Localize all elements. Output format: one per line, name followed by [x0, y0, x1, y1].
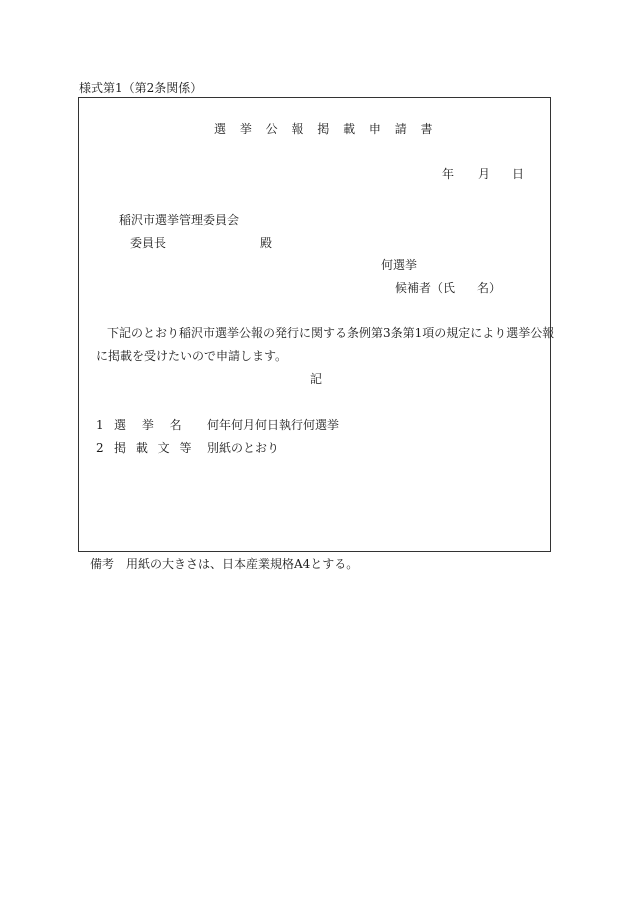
body-text-line-1: 下記のとおり稲沢市選挙公報の発行に関する条例第3条第1項の規定により選挙公報: [107, 326, 555, 340]
item-number: 2: [96, 441, 104, 455]
item-number: 1: [96, 418, 104, 432]
item-label: 掲 載 文 等: [114, 441, 195, 455]
date-day: 日: [512, 167, 525, 181]
addressee-position: 委員長: [130, 236, 167, 250]
note: 備考 用紙の大きさは、日本産業規格A4とする。: [90, 557, 359, 571]
body-text-line-2: に掲載を受けたいので申請します。: [96, 349, 288, 363]
item-label: 選 挙 名: [114, 418, 182, 432]
item-value: 別紙のとおり: [207, 441, 280, 455]
applicant-name-label: 名）: [477, 281, 502, 295]
applicant-candidate-label: 候補者（氏: [395, 281, 456, 295]
date-year: 年: [442, 167, 455, 181]
form-label: 様式第1（第2条関係）: [79, 81, 203, 95]
item-value: 何年何月何日執行何選挙: [207, 418, 340, 432]
date-month: 月: [478, 167, 491, 181]
applicant-election: 何選挙: [381, 258, 418, 272]
application-form: [78, 97, 551, 552]
ki-heading: 記: [310, 372, 323, 386]
addressee-organization: 稲沢市選挙管理委員会: [119, 213, 240, 227]
addressee-honorific: 殿: [260, 236, 273, 250]
form-title: 選 挙 公 報 掲 載 申 請 書: [214, 122, 438, 136]
